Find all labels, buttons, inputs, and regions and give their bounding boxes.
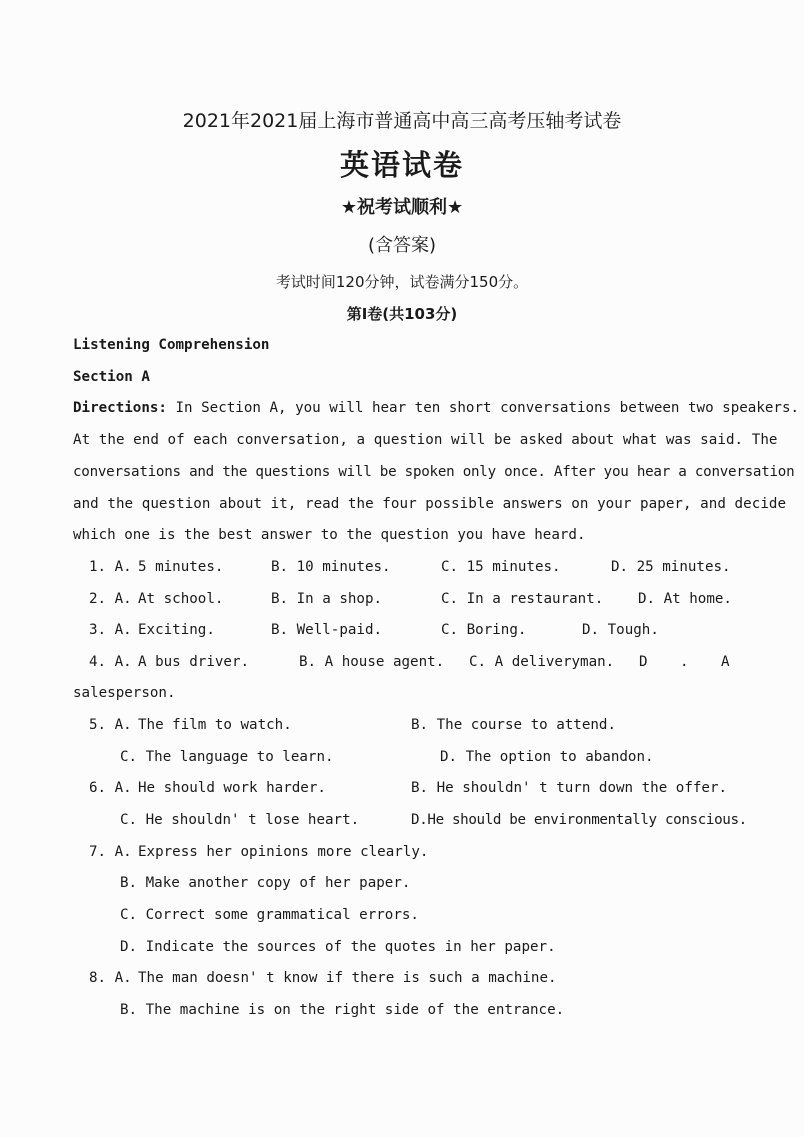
option-d: D. 25 minutes. xyxy=(611,559,731,575)
option-c: C. In a restaurant. xyxy=(441,591,604,607)
option-d: D. Tough. xyxy=(582,622,659,638)
question-number: 2. A. xyxy=(89,591,132,607)
option-d-continuation: salesperson. xyxy=(73,685,176,701)
option-b: B. In a shop. xyxy=(271,591,383,607)
answers-note: (含答案) xyxy=(367,235,437,256)
option-a: The film to watch. xyxy=(138,717,292,733)
option-d: D.He should be environmentally conscious. xyxy=(411,812,747,828)
option-d: D. The option to abandon. xyxy=(440,749,654,765)
option-b: B. He shouldn' t turn down the offer. xyxy=(411,780,728,796)
option-b: B. 10 minutes. xyxy=(271,559,391,575)
option-c: C. 15 minutes. xyxy=(441,559,561,575)
directions-line-3: conversations and the questions will be spoken only once. After you hear a conversation xyxy=(73,464,795,480)
option-c: C. A deliveryman. xyxy=(469,654,615,670)
question-number: 3. A. xyxy=(89,622,132,638)
exam-supertitle: 2021年2021届上海市普通高中高三高考压轴考试卷 xyxy=(182,110,622,132)
question-number: 8. A. xyxy=(89,970,132,986)
question-number: 1. A. xyxy=(89,559,132,575)
option-c: C. He shouldn' t lose heart. xyxy=(120,812,360,828)
blessing-line: ★祝考试顺利★ xyxy=(340,197,464,218)
option-c: C. The language to learn. xyxy=(120,749,334,765)
option-a: At school. xyxy=(138,591,224,607)
question-number: 7. A. xyxy=(89,844,132,860)
page-title: 英语试卷 xyxy=(339,148,464,182)
option-b: B. Well-paid. xyxy=(271,622,383,638)
option-a: Exciting. xyxy=(138,622,215,638)
directions-line-5: which one is the best answer to the question you have heard. xyxy=(73,527,586,543)
option-d-word: A xyxy=(721,654,730,670)
option-b: B. A house agent. xyxy=(299,654,445,670)
section-subheading: Section A xyxy=(73,369,150,385)
option-b: B. Make another copy of her paper. xyxy=(120,875,411,891)
option-a: A bus driver. xyxy=(138,654,250,670)
part-title: 第Ⅰ卷(共103分) xyxy=(346,305,458,323)
directions-label: Directions: xyxy=(73,400,167,416)
option-c: C. Correct some grammatical errors. xyxy=(120,907,419,923)
time-note: 考试时间120分钟，试卷满分150分。 xyxy=(275,273,529,291)
option-d-dot: . xyxy=(680,654,689,670)
option-d: D. Indicate the sources of the quotes in her paper. xyxy=(120,939,556,955)
option-d: D. At home. xyxy=(638,591,732,607)
directions-line-4: and the question about it, read the four possible answers on your paper, and decide xyxy=(73,496,787,512)
option-a: Express her opinions more clearly. xyxy=(138,844,429,860)
option-b: B. The machine is on the right side of the entrance. xyxy=(120,1002,565,1018)
option-c: C. Boring. xyxy=(441,622,527,638)
option-a: He should work harder. xyxy=(138,780,326,796)
section-heading: Listening Comprehension xyxy=(73,337,270,353)
option-d-letter: D xyxy=(639,654,648,670)
question-number: 6. A. xyxy=(89,780,132,796)
directions-line-2: At the end of each conversation, a question will be asked about what was said. The xyxy=(73,432,778,448)
option-a: 5 minutes. xyxy=(138,559,224,575)
directions-text: In Section A, you will hear ten short conversations between two speakers. xyxy=(175,400,800,416)
question-number: 4. A. xyxy=(89,654,132,670)
directions-line-1 xyxy=(73,400,799,416)
option-a: The man doesn' t know if there is such a machine. xyxy=(138,970,557,986)
question-number: 5. A. xyxy=(89,717,132,733)
option-b: B. The course to attend. xyxy=(411,717,616,733)
